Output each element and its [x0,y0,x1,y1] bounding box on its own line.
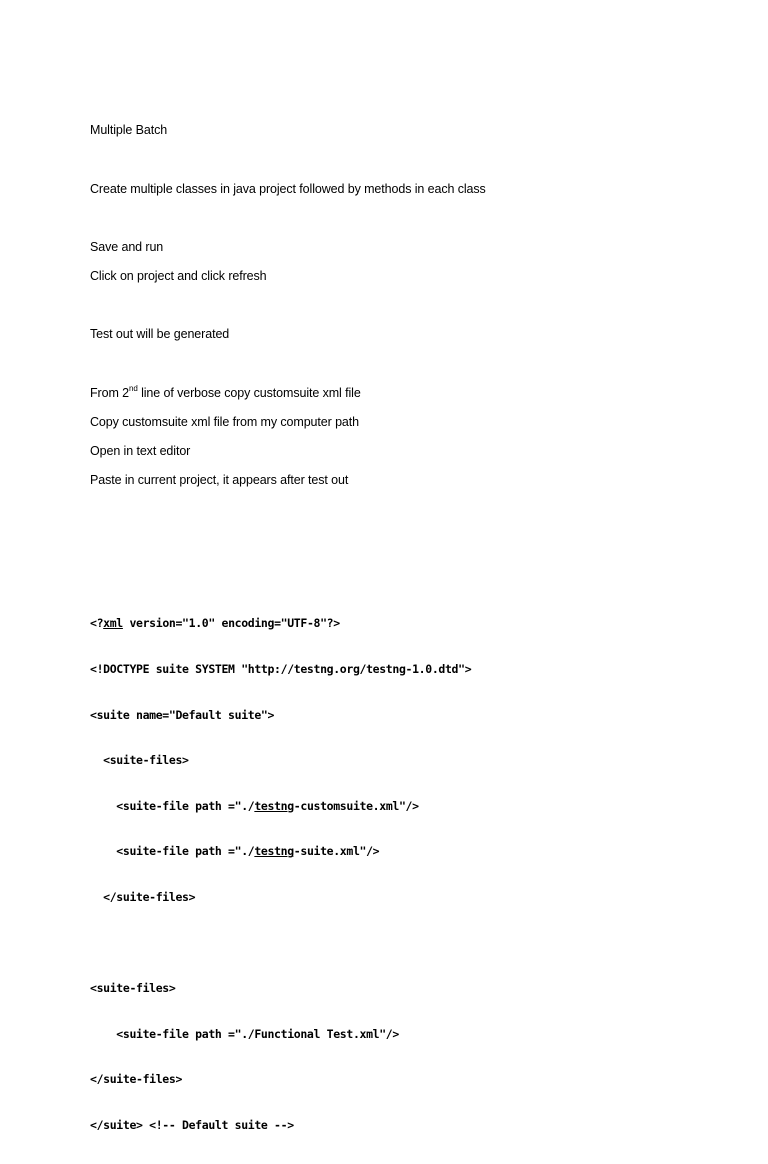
step-verbose-prefix: From 2 [90,386,129,400]
code-text: -suite.xml"/> [293,844,380,859]
step-open-editor: Open in text editor [90,444,191,458]
code-line-suite-file-suite [90,844,471,859]
code-text-underlined: xml [103,616,123,631]
code-text: <suite-file path ="./ [90,798,255,813]
step-copy-file: Copy customsuite xml file from my computer path [90,415,360,429]
step-test-out: Test out will be generated [90,327,230,341]
code-line-suite-file-functional: <suite-file path ="./Functional Test.xml"/> [90,1026,399,1041]
step-paste: Paste in current project, it appears after test out [90,473,349,487]
step-create-classes: Create multiple classes in java project followed by methods in each class [90,182,486,196]
code-line-suite-files-close: </suite-files> [90,889,196,904]
step-verbose-suffix: line of verbose copy customsuite xml file [137,386,361,400]
code-line-suite-close: </suite> <!-- Default suite --> [90,1117,294,1132]
code-line-suite-files-open-2: <suite-files> [90,981,176,996]
step-save-run: Save and run [90,240,164,254]
code-text-underlined: testng [254,844,294,859]
code-text: <suite-file path ="./ [90,844,255,859]
code-text: <? [90,616,104,631]
code-line-doctype: <!DOCTYPE suite SYSTEM "http://testng.org/testng-1.0.dtd"> [90,662,472,676]
code-text: version="1.0" encoding="UTF-8"?> [122,616,340,631]
xml-code-block [90,586,471,1164]
step-verbose-copy [90,385,361,401]
code-text-underlined: testng [254,798,294,813]
document-title: Multiple Batch [90,123,168,137]
code-line-suite-file-customsuite [90,799,471,814]
step-refresh: Click on project and click refresh [90,269,267,283]
code-line-xml-declaration [90,616,471,631]
code-line-blank [90,936,471,951]
code-text: -customsuite.xml"/> [293,798,419,813]
code-line-suite-files-close-2: </suite-files> [90,1072,183,1087]
code-line-suite-files-open: <suite-files> [90,753,189,768]
code-line-suite-open: <suite name="Default suite"> [90,707,275,722]
ordinal-superscript: nd [129,383,138,393]
